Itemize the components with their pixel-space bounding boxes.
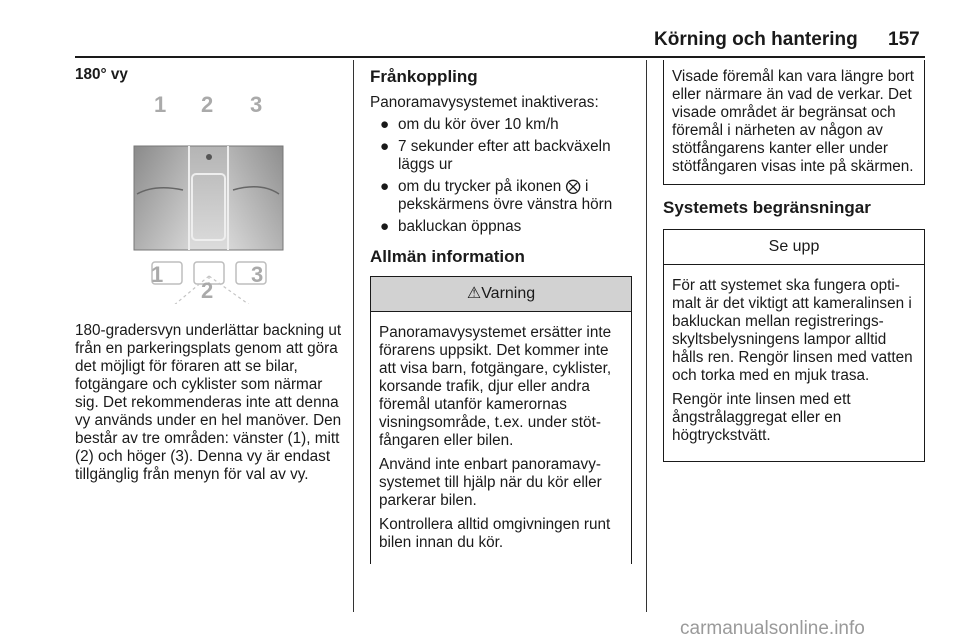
page-number: 157	[888, 29, 920, 50]
watermark: carmanualsonline.info	[680, 618, 865, 639]
warning-box	[370, 276, 632, 564]
list-item: ● om du trycker på ikonen ⨂ i pekskärmens övre vänstra hörn	[380, 178, 613, 213]
bullet-icon: ●	[380, 138, 390, 155]
note-box	[663, 60, 925, 185]
figure-label: 2	[201, 92, 214, 117]
column-divider	[646, 60, 647, 612]
heading-limitations: Systemets begränsningar	[663, 198, 871, 217]
column-left	[75, 66, 343, 484]
header-rule	[75, 56, 925, 58]
list-item: ● om du kör över 10 km/h	[380, 116, 559, 133]
warning-paragraph: Kontrollera alltid omgivningen runt bilen innan du kör.	[379, 516, 611, 551]
list-item: ● 7 sekunder efter att backväxeln läggs ur	[380, 138, 611, 173]
camera-view-graphic	[75, 94, 343, 304]
deactivation-list	[370, 116, 632, 236]
note-text: Visade föremål kan vara längre bort eller närmare än vad de verkar. Det visade området är begränsat och föremål i närheten av någon av stötfångarens kanter eller under stötfångaren visas inte på skärmen.	[672, 68, 915, 175]
heading-180-view: 180° vy	[75, 66, 128, 83]
warning-icon: ⚠	[466, 285, 482, 302]
figure-label: 1	[151, 262, 164, 287]
figure-label: 2	[201, 278, 214, 303]
figure-label: 3	[250, 92, 263, 117]
caution-box	[663, 229, 925, 462]
figure-label: 3	[251, 262, 264, 287]
bullet-icon: ●	[380, 178, 390, 195]
list-item: ● bakluckan öppnas	[380, 218, 522, 235]
heading-deactivation: Frånkoppling	[370, 67, 478, 86]
column-right	[663, 66, 925, 462]
caution-title: Se upp	[664, 230, 924, 265]
warning-body	[371, 312, 631, 564]
camera-view-illustration	[75, 94, 343, 304]
warning-header	[371, 276, 631, 312]
column-divider	[353, 60, 354, 612]
figure-label: 1	[154, 92, 167, 117]
caution-body	[664, 265, 924, 461]
page-header	[0, 0, 960, 60]
section-title: Körning och hantering	[654, 29, 858, 50]
warning-title: Varning	[481, 285, 536, 302]
bullet-icon: ●	[380, 116, 390, 133]
warning-paragraph: Använd inte enbart panoramavysystemet till hjälp när du kör eller parkerar bilen.	[379, 456, 602, 509]
caution-paragraph: Rengör inte linsen med ett ångstrålaggregat eller en högtryckstvätt.	[672, 391, 851, 444]
column-middle	[370, 66, 632, 564]
bullet-icon: ●	[380, 218, 390, 235]
deactivation-intro: Panoramavysystemet inaktiveras:	[370, 94, 599, 111]
paragraph-180-view: 180-gradersvyn underlättar backning ut från en parkeringsplats genom att göra det möjligt för föraren att se bilar, fotgängare och cyklister som närmar sig. Det rekommenderas inte att denna vy används under en hel manöver. Den består av tre områden: vänster (1), mitt (2) och höger (3). Denna vy är endast tillgänglig från menyn för val av vy.	[75, 322, 342, 483]
warning-paragraph: Panoramavysystemet ersätter inte förarens uppsikt. Det kommer inte att visa barn, fotgängare, cyklister, korsande trafik, djur eller andra föremål utanför kamerornas visningsområde, t.ex. under stötfångaren eller bilen.	[379, 324, 612, 449]
heading-general-info: Allmän information	[370, 247, 525, 266]
caution-paragraph: För att systemet ska fungera optimalt är det viktigt att kameralinsen i bakluckan mellan registreringsskyltsbelysningens lampor alltid hålls ren. Rengör linsen med vatten och torka med en mjuk trasa.	[672, 277, 913, 384]
